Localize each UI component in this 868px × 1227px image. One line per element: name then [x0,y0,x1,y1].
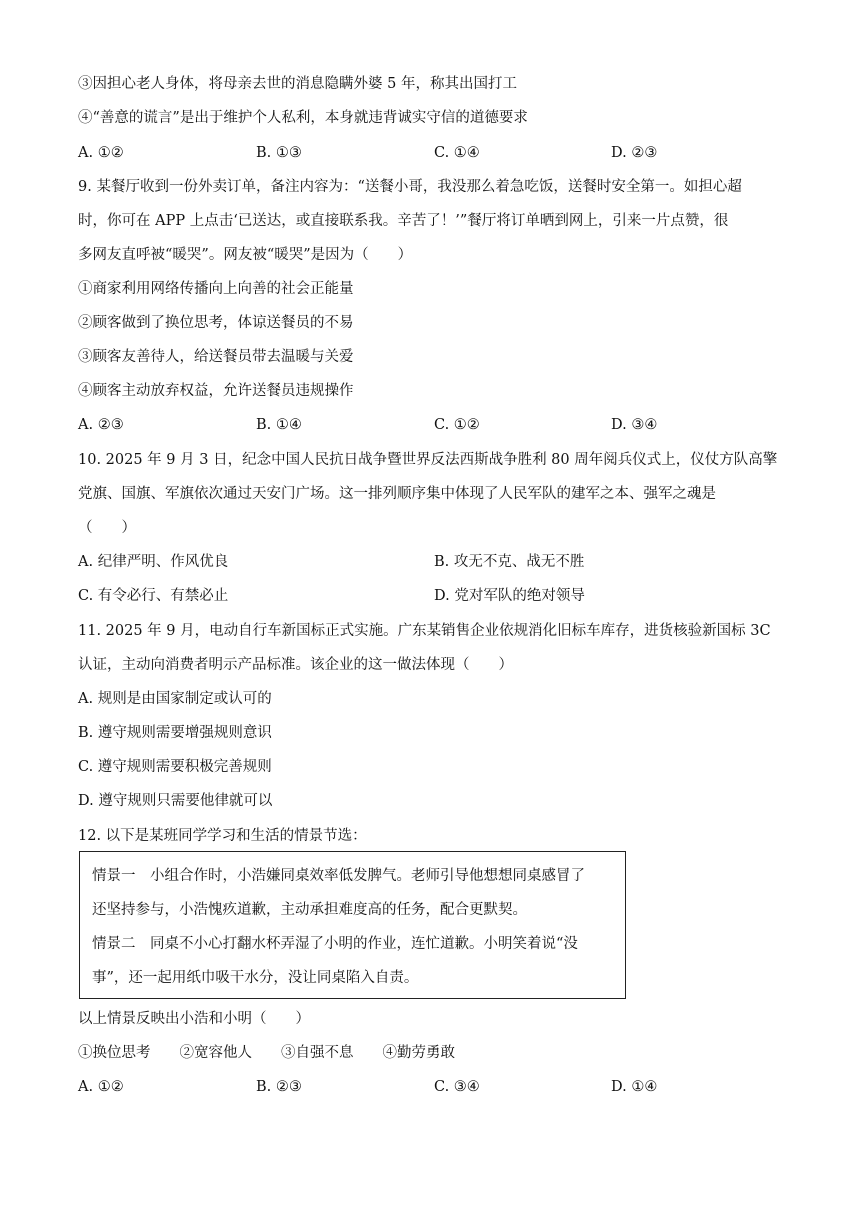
q8-option-c: C. ①④ [434,145,480,161]
q12-option-b: B. ②③ [256,1079,302,1095]
q8-item-4: ④“善意的谎言”是出于维护个人私利，本身就违背诚实守信的道德要求 [78,110,528,126]
q12-box-line-1: 情景一 小组合作时，小浩嫌同桌效率低发脾气。老师引导他想想同桌感冒了 [92,868,585,884]
q9-item-2: ②顾客做到了换位思考，体谅送餐员的不易 [78,315,354,331]
q9-stem-line-3: 多网友直呼被“暖哭”。网友被“暖哭”是因为（ ） [78,247,413,263]
q9-item-3: ③顾客友善待人，给送餐员带去温暖与关爱 [78,349,354,365]
q11-option-d: D. 遵守规则只需要他律就可以 [78,793,273,809]
q12-option-d: D. ①④ [611,1079,658,1095]
q11-stem-line-1: 11. 2025 年 9 月，电动自行车新国标正式实施。广东某销售企业依规消化旧标车库存，进货核验新国标 3C [78,623,771,639]
q12-box-line-2: 还坚持参与，小浩愧疚道歉，主动承担难度高的任务，配合更默契。 [92,902,527,918]
q8-item-3: ③因担心老人身体，将母亲去世的消息隐瞒外婆 5 年，称其出国打工 [78,76,517,92]
q11-option-a: A. 规则是由国家制定或认可的 [78,691,272,707]
q9-item-1: ①商家利用网络传播向上向善的社会正能量 [78,281,354,297]
q9-stem-line-1: 9. 某餐厅收到一份外卖订单，备注内容为：“送餐小哥，我没那么着急吃饭，送餐时安全第一。如担心超 [78,179,742,195]
q10-stem-line-2: 党旗、国旗、军旗依次通过天安门广场。这一排列顺序集中体现了人民军队的建军之本、强军之魂是 [78,486,716,502]
q12-stem: 12. 以下是某班同学学习和生活的情景节选： [78,828,367,844]
q12-box-line-4: 事”，还一起用纸巾吸干水分，没让同桌陷入自责。 [92,970,419,986]
q10-option-a: A. 纪律严明、作风优良 [78,554,229,570]
q8-option-a: A. ①② [78,145,124,161]
q12-scenario-box [79,851,626,999]
q11-option-c: C. 遵守规则需要积极完善规则 [78,759,272,775]
q9-option-b: B. ①④ [256,417,302,433]
q12-question: 以上情景反映出小浩和小明（ ） [78,1011,310,1027]
q9-item-4: ④顾客主动放弃权益，允许送餐员违规操作 [78,383,354,399]
q9-stem-line-2: 时，你可在 APP 上点击‘已送达，或直接联系我。辛苦了！’”餐厅将订单晒到网上，引来一片点赞，很 [78,213,729,229]
q11-option-b: B. 遵守规则需要增强规则意识 [78,725,272,741]
q9-option-a: A. ②③ [78,417,124,433]
q10-option-d: D. 党对军队的绝对领导 [434,588,585,604]
q12-box-line-3: 情景二 同桌不小心打翻水杯弄湿了小明的作业，连忙道歉。小明笑着说“没 [92,936,578,952]
q11-stem-line-2: 认证，主动向消费者明示产品标准。该企业的这一做法体现（ ） [78,657,513,673]
q12-option-a: A. ①② [78,1079,124,1095]
q8-option-b: B. ①③ [256,145,302,161]
q9-option-d: D. ③④ [611,417,658,433]
q10-option-b: B. 攻无不克、战无不胜 [434,554,585,570]
q10-option-c: C. 有令必行、有禁必止 [78,588,229,604]
q10-stem-line-1: 10. 2025 年 9 月 3 日，纪念中国人民抗日战争暨世界反法西斯战争胜利 80 周年阅兵仪式上，仪仗方队高擎 [78,452,778,468]
q8-option-d: D. ②③ [611,145,658,161]
q9-option-c: C. ①② [434,417,480,433]
q12-items: ①换位思考 ②宽容他人 ③自强不息 ④勤劳勇敢 [78,1045,455,1061]
q12-option-c: C. ③④ [434,1079,480,1095]
q10-stem-line-3: （ ） [78,520,136,536]
